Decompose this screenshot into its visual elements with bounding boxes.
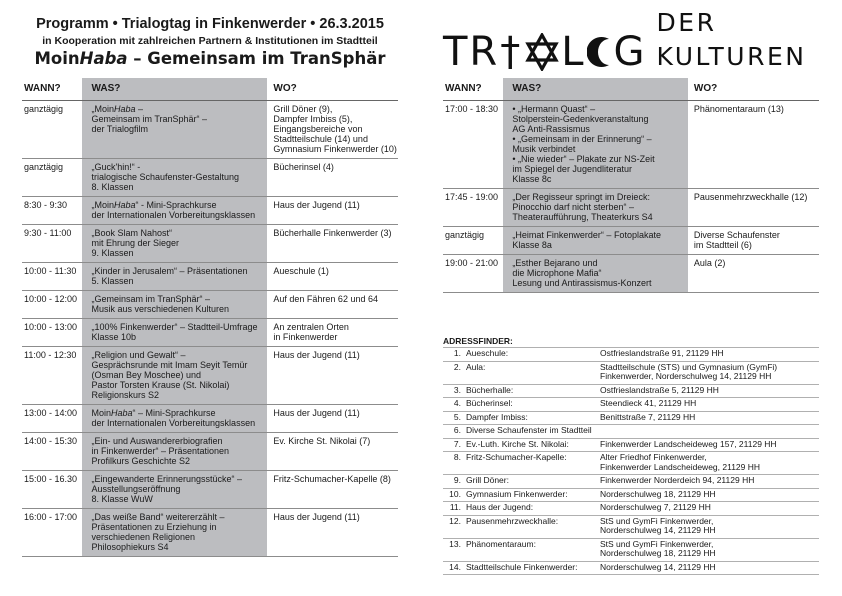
logo-text-g: G [613, 29, 647, 75]
event-location: Pausenmehrzweckhalle (12) [688, 189, 819, 227]
address-street: StS und GymFi Finkenwerder, Norderschulweg 14, 21129 HH [600, 515, 819, 538]
address-street: StS und GymFi Finkenwerder, Norderschulweg 18, 21129 HH [600, 538, 819, 561]
program-subtitle: in Kooperation mit zahlreichen Partnern & Institutionen im Stadtteil [42, 35, 378, 47]
event-time: 10:00 - 12:00 [22, 291, 82, 319]
address-finder-table [443, 347, 819, 575]
event-time: 17:45 - 19:00 [443, 189, 503, 227]
crescent-icon [587, 35, 613, 69]
column-header-wo: WO? [267, 78, 398, 101]
event-description: „100% Finkenwerder“ – Stadtteil-Umfrage Klasse 10b [82, 319, 267, 347]
program-row [443, 101, 819, 189]
address-finder-title: ADRESSFINDER: [443, 336, 513, 346]
address-street: Norderschulweg 18, 21129 HH [600, 488, 819, 502]
address-row [443, 502, 819, 516]
program-title: Programm • Trialogtag in Finkenwerder • 26.3.2015 [36, 16, 384, 32]
trialog-logo [443, 8, 842, 75]
event-time: 19:00 - 21:00 [443, 255, 503, 293]
address-row [443, 438, 819, 452]
address-number: 4. [443, 398, 466, 412]
column-header-was: WAS? [503, 78, 687, 101]
program-table-evening [443, 78, 819, 293]
address-number: 8. [443, 452, 466, 475]
event-location: Haus der Jugend (11) [267, 509, 398, 557]
program-row [22, 101, 398, 159]
table-header-row [22, 78, 398, 101]
address-number: 2. [443, 361, 466, 384]
program-table-morning [22, 78, 398, 557]
event-description: MoinHaba“ – Mini-Sprachkurse der Internationalen Vorbereitungsklassen [82, 405, 267, 433]
address-place-name: Bücherinsel: [466, 398, 600, 412]
address-number: 3. [443, 384, 466, 398]
event-time: 10:00 - 11:30 [22, 263, 82, 291]
address-row [443, 488, 819, 502]
address-place-name: Grill Döner: [466, 475, 600, 489]
event-location: Bücherhalle Finkenwerder (3) [267, 225, 398, 263]
address-place-name: Bücherhalle: [466, 384, 600, 398]
address-number: 1. [443, 348, 466, 362]
column-header-was: WAS? [82, 78, 267, 101]
program-motto [0, 49, 420, 68]
event-time: 11:00 - 12:30 [22, 347, 82, 405]
address-street: Norderschulweg 7, 21129 HH [600, 502, 819, 516]
logo-subtitle: DER KULTUREN [656, 8, 807, 71]
address-row [443, 561, 819, 575]
event-time: 13:00 - 14:00 [22, 405, 82, 433]
address-number: 6. [443, 425, 466, 439]
program-row [22, 225, 398, 263]
address-street: Finkenwerder Norderdeich 94, 21129 HH [600, 475, 819, 489]
event-location: Haus der Jugend (11) [267, 347, 398, 405]
event-description: „Guck'hin!“ - trialogische Schaufenster-Gestaltung 8. Klassen [82, 159, 267, 197]
event-time: 17:00 - 18:30 [443, 101, 503, 189]
address-street: Steendieck 41, 21129 HH [600, 398, 819, 412]
program-row [22, 347, 398, 405]
event-location: Phänomentaraum (13) [688, 101, 819, 189]
address-number: 10. [443, 488, 466, 502]
event-description: • „Hermann Quast“ – Stolperstein-Gedenkveranstaltung AG Anti-Rassismus • „Gemeinsam in der Erinnerung“ – Musik verbindet • „Nie wieder“ – Plakate zur NS-Zeit im Spiegel der Jugendliteratur Klasse 8c [503, 101, 687, 189]
event-location: An zentralen Orten in Finkenwerder [267, 319, 398, 347]
address-place-name: Ev.-Luth. Kirche St. Nikolai: [466, 438, 600, 452]
program-row [443, 189, 819, 227]
table-header-row [443, 78, 819, 101]
column-header-wo: WO? [688, 78, 819, 101]
logo-text-l: L [561, 29, 586, 75]
event-time: ganztägig [22, 159, 82, 197]
event-description: „Heimat Finkenwerder“ – Fotoplakate Klasse 8a [503, 227, 687, 255]
address-row [443, 538, 819, 561]
address-row [443, 425, 819, 439]
event-time: ganztägig [443, 227, 503, 255]
event-description: „Religion und Gewalt“ – Gesprächsrunde mit Imam Seyit Temür (Osman Bey Moschee) und Pastor Torsten Krause (St. Nikolai) Religionskurs S2 [82, 347, 267, 405]
event-location: Diverse Schaufenster im Stadtteil (6) [688, 227, 819, 255]
address-street: Alter Friedhof Finkenwerder, Finkenwerder Landscheideweg, 21129 HH [600, 452, 819, 475]
event-time: ganztägig [22, 101, 82, 159]
motto-part-rest: – Gemeinsam im TranSphär [127, 49, 386, 68]
event-location: Ev. Kirche St. Nikolai (7) [267, 433, 398, 471]
address-place-name: Haus der Jugend: [466, 502, 600, 516]
event-location: Bücherinsel (4) [267, 159, 398, 197]
address-number: 11. [443, 502, 466, 516]
address-place-name: Pausenmehrzweckhalle: [466, 515, 600, 538]
event-description: „Book Slam Nahost“ mit Ehrung der Sieger 9. Klassen [82, 225, 267, 263]
logo-text-tr: TR [443, 29, 500, 75]
program-row [22, 159, 398, 197]
event-time: 8:30 - 9:30 [22, 197, 82, 225]
program-row [22, 291, 398, 319]
motto-part-haba: Haba [79, 49, 128, 68]
logo-wordmark [443, 30, 647, 74]
address-street: Stadtteilschule (STS) und Gymnasium (GymFi) Finkenwerder, Norderschulweg 14, 21129 HH [600, 361, 819, 384]
address-street: Ostfrieslandstraße 91, 21129 HH [600, 348, 819, 362]
address-place-name: Fritz-Schumacher-Kapelle: [466, 452, 600, 475]
cross-icon: † [500, 29, 523, 75]
address-row [443, 411, 819, 425]
address-row [443, 452, 819, 475]
address-place-name: Phänomentaraum: [466, 538, 600, 561]
address-place-name: Stadtteilschule Finkenwerder: [466, 561, 600, 575]
address-row [443, 475, 819, 489]
address-street: Finkenwerder Landscheideweg 157, 21129 HH [600, 438, 819, 452]
event-time: 14:00 - 15:30 [22, 433, 82, 471]
address-row [443, 515, 819, 538]
address-row [443, 384, 819, 398]
program-row [22, 471, 398, 509]
address-row [443, 348, 819, 362]
address-place-name: Dampfer Imbiss: [466, 411, 600, 425]
event-location: Fritz-Schumacher-Kapelle (8) [267, 471, 398, 509]
event-location: Haus der Jugend (11) [267, 197, 398, 225]
address-row [443, 361, 819, 384]
address-place-name: Aula: [466, 361, 600, 384]
event-description: „MoinHaba“ - Mini-Sprachkurse der Internationalen Vorbereitungsklassen [82, 197, 267, 225]
address-number: 13. [443, 538, 466, 561]
address-number: 9. [443, 475, 466, 489]
event-time: 15:00 - 16.30 [22, 471, 82, 509]
event-time: 10:00 - 13:00 [22, 319, 82, 347]
address-street: Ostfrieslandstraße 5, 21129 HH [600, 384, 819, 398]
program-row [22, 433, 398, 471]
program-row [22, 319, 398, 347]
program-row [22, 405, 398, 433]
program-row [443, 255, 819, 293]
event-description: „Kinder in Jerusalem“ – Präsentationen 5. Klassen [82, 263, 267, 291]
event-description: „Ein- und Auswandererbiografien in Finkenwerder“ – Präsentationen Profilkurs Geschichte S2 [82, 433, 267, 471]
event-description: „Das weiße Band“ weitererzählt – Präsentationen zu Erziehung in verschiedenen Religionen Philosophiekurs S4 [82, 509, 267, 557]
event-time: 16:00 - 17:00 [22, 509, 82, 557]
address-street: Norderschulweg 14, 21129 HH [600, 561, 819, 575]
event-location: Grill Döner (9), Dampfer Imbiss (5), Eingangsbereiche von Stadtteilschule (14) und Gymnasium Finkenwerder (10) [267, 101, 398, 159]
address-row [443, 398, 819, 412]
event-description: „MoinHaba – Gemeinsam im TranSphär“ – der Trialogfilm [82, 101, 267, 159]
program-row [22, 263, 398, 291]
address-place-name: Gymnasium Finkenwerder: [466, 488, 600, 502]
column-header-wann: WANN? [443, 78, 503, 101]
column-header-wann: WANN? [22, 78, 82, 101]
address-place-name: Aueschule: [466, 348, 600, 362]
address-number: 5. [443, 411, 466, 425]
event-description: „Eingewanderte Erinnerungsstücke“ – Ausstellungseröffnung 8. Klasse WuW [82, 471, 267, 509]
address-place-name: Diverse Schaufenster im Stadtteil [466, 425, 819, 439]
address-street: Benittstraße 7, 21129 HH [600, 411, 819, 425]
event-location: Haus der Jugend (11) [267, 405, 398, 433]
motto-part-moin: Moin [34, 49, 80, 68]
event-description: „Esther Bejarano und die Microphone Mafia“ Lesung und Antirassismus-Konzert [503, 255, 687, 293]
event-location: Aula (2) [688, 255, 819, 293]
program-row [443, 227, 819, 255]
address-number: 7. [443, 438, 466, 452]
address-number: 14. [443, 561, 466, 575]
address-number: 12. [443, 515, 466, 538]
event-location: Aueschule (1) [267, 263, 398, 291]
event-location: Auf den Fähren 62 und 64 [267, 291, 398, 319]
event-description: „Der Regisseur springt im Dreieck: Pinocchio darf nicht sterben“ – Theateraufführung, Theaterkurs S4 [503, 189, 687, 227]
event-time: 9:30 - 11:00 [22, 225, 82, 263]
program-row [22, 197, 398, 225]
program-row [22, 509, 398, 557]
star-of-david-icon [525, 33, 559, 71]
event-description: „Gemeinsam im TranSphär“ – Musik aus verschiedenen Kulturen [82, 291, 267, 319]
